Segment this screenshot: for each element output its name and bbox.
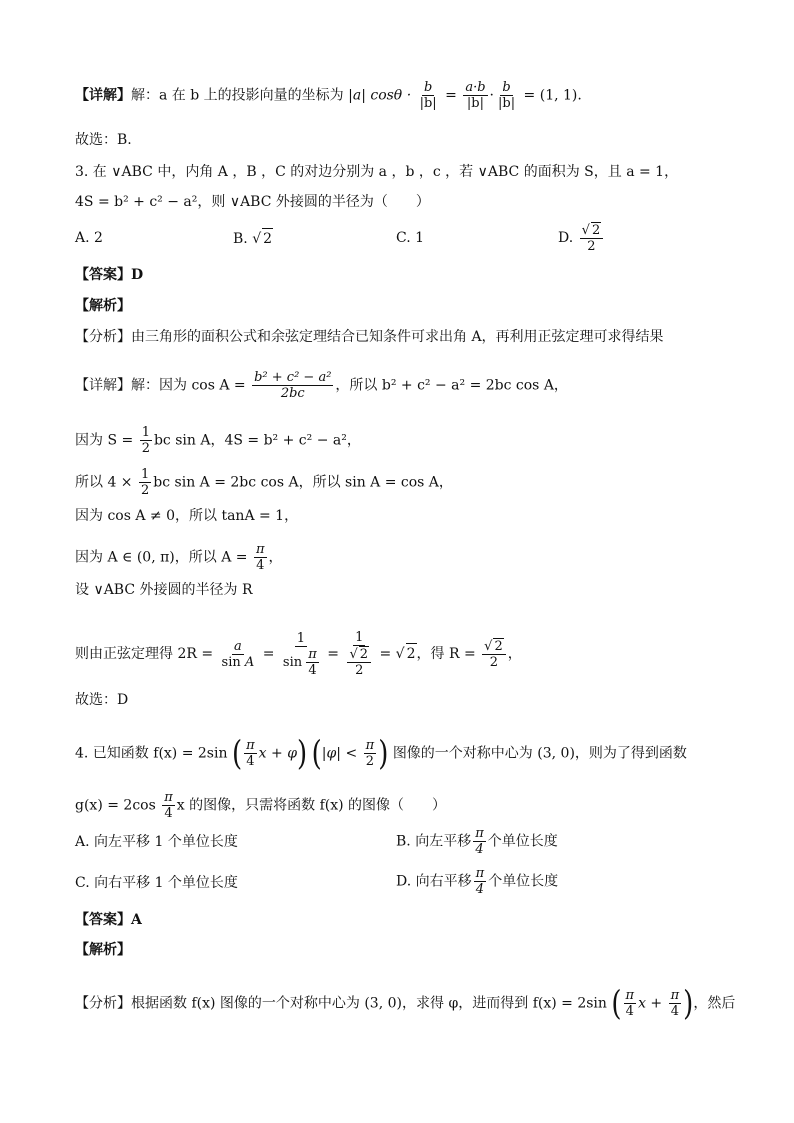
projection-result: = (1, 1).	[523, 87, 582, 104]
q4-analysis-summary: 【分析】根据函数 f(x) 图像的一个对称中心为 (3, 0)，求得 φ，进而得到 f(x) = 2sin ( $\frac{\pi}{4}$ x + $\frac{\pi}{4}$ )，然后	[75, 984, 736, 1023]
q3-option-a: A. 2	[75, 230, 103, 246]
q3-option-d: D. $\frac{√ 2}{2}$	[558, 222, 605, 254]
q3-answer-pick: 故选：D	[75, 692, 129, 708]
q4-option-b: B. 向左平移 $\frac{\pi}{4}$ 个单位长度	[396, 826, 558, 857]
q3-option-b: B. √ 2	[233, 228, 273, 249]
q3-detail-line3: 所以 4 × $\frac{1}{2}$ bc sin A = 2bc cos A，所以 sin A = cos A，	[75, 467, 453, 498]
q4-analysis-heading: 【解析】	[75, 942, 131, 958]
detail-tag: 【详解】	[75, 87, 131, 104]
q3-detail-line6: 设 ∨ABC 外接圆的半径为 R	[75, 582, 253, 598]
q3-detail-line1: 【详解】解：因为 cos A = $\frac{\text{b² + c² − a²}}{2bc}$ ，所以 b² + c² − a² = 2bc cos A，	[75, 370, 568, 401]
q3-detail-line5: 因为 A ∈ (0, π)，所以 A = $\frac{\pi}{4}$ ，	[75, 542, 283, 573]
q3-analysis-heading: 【解析】	[75, 298, 131, 314]
q4-option-a: A. 向左平移 1 个单位长度	[75, 834, 238, 850]
q3-detail-line7: 则由正弦定理得 2R = $\frac{a}{\text{sin A}}$ = 1 sin $\frac{\pi}{4}$ = $\frac{1}{\frac{√ 2}{2}}$ = √ 2，得 R = $\frac{√ 2}{2}$ ，	[75, 630, 522, 678]
q3-option-c: C. 1	[396, 230, 425, 246]
q4-option-c: C. 向右平移 1 个单位长度	[75, 875, 238, 891]
q3-stem-line1: 3. 在 ∨ABC 中，内角 A ，B ，C 的对边分别为 a ，b ，c ，若 ∨ABC 的面积为 S，且 a = 1，	[75, 164, 679, 180]
q4-stem-line1: 4. 已知函数 f(x) = 2sin ( $\frac{\pi}{4}$ x + φ) (|φ| < $\frac{\pi}{2}$ ) 图像的一个对称中心为 (3, 0)，则为了得到函数	[75, 734, 687, 773]
q4-stem-line2: g(x) = 2cos $\frac{\pi}{4}$ x 的图像，只需将函数 f(x) 的图像（ ）	[75, 790, 447, 821]
q3-analysis-summary: 【分析】由三角形的面积公式和余弦定理结合已知条件可求出角 A，再利用正弦定理可求得结果	[75, 329, 664, 345]
q3-detail-line2: 因为 S = $\frac{1}{2}$ bc sin A，4S = b² + c² − a²，	[75, 425, 361, 456]
q4-option-d: D. 向右平移 $\frac{\pi}{4}$ 个单位长度	[396, 866, 559, 897]
q3-answer: 【答案】D	[75, 267, 144, 283]
q3-stem-line2: 4S = b² + c² − a²，则 ∨ABC 外接圆的半径为（ ）	[75, 194, 430, 210]
answer-pick-q2: 故选：B.	[75, 132, 132, 148]
detail-line-projection: 【详解】解：a 在 b 上的投影向量的坐标为 |a| cosθ · $\frac{b}{|b|}$ = $\frac{a\cdot b}{|b|}$ · $\frac{b}{|b|}$ = (1, 1).	[75, 80, 582, 111]
q4-answer: 【答案】A	[75, 912, 142, 928]
q3-detail-line4: 因为 cos A ≠ 0，所以 tanA = 1，	[75, 508, 299, 524]
projection-text: 解：a 在 b 上的投影向量的坐标为	[131, 87, 344, 104]
